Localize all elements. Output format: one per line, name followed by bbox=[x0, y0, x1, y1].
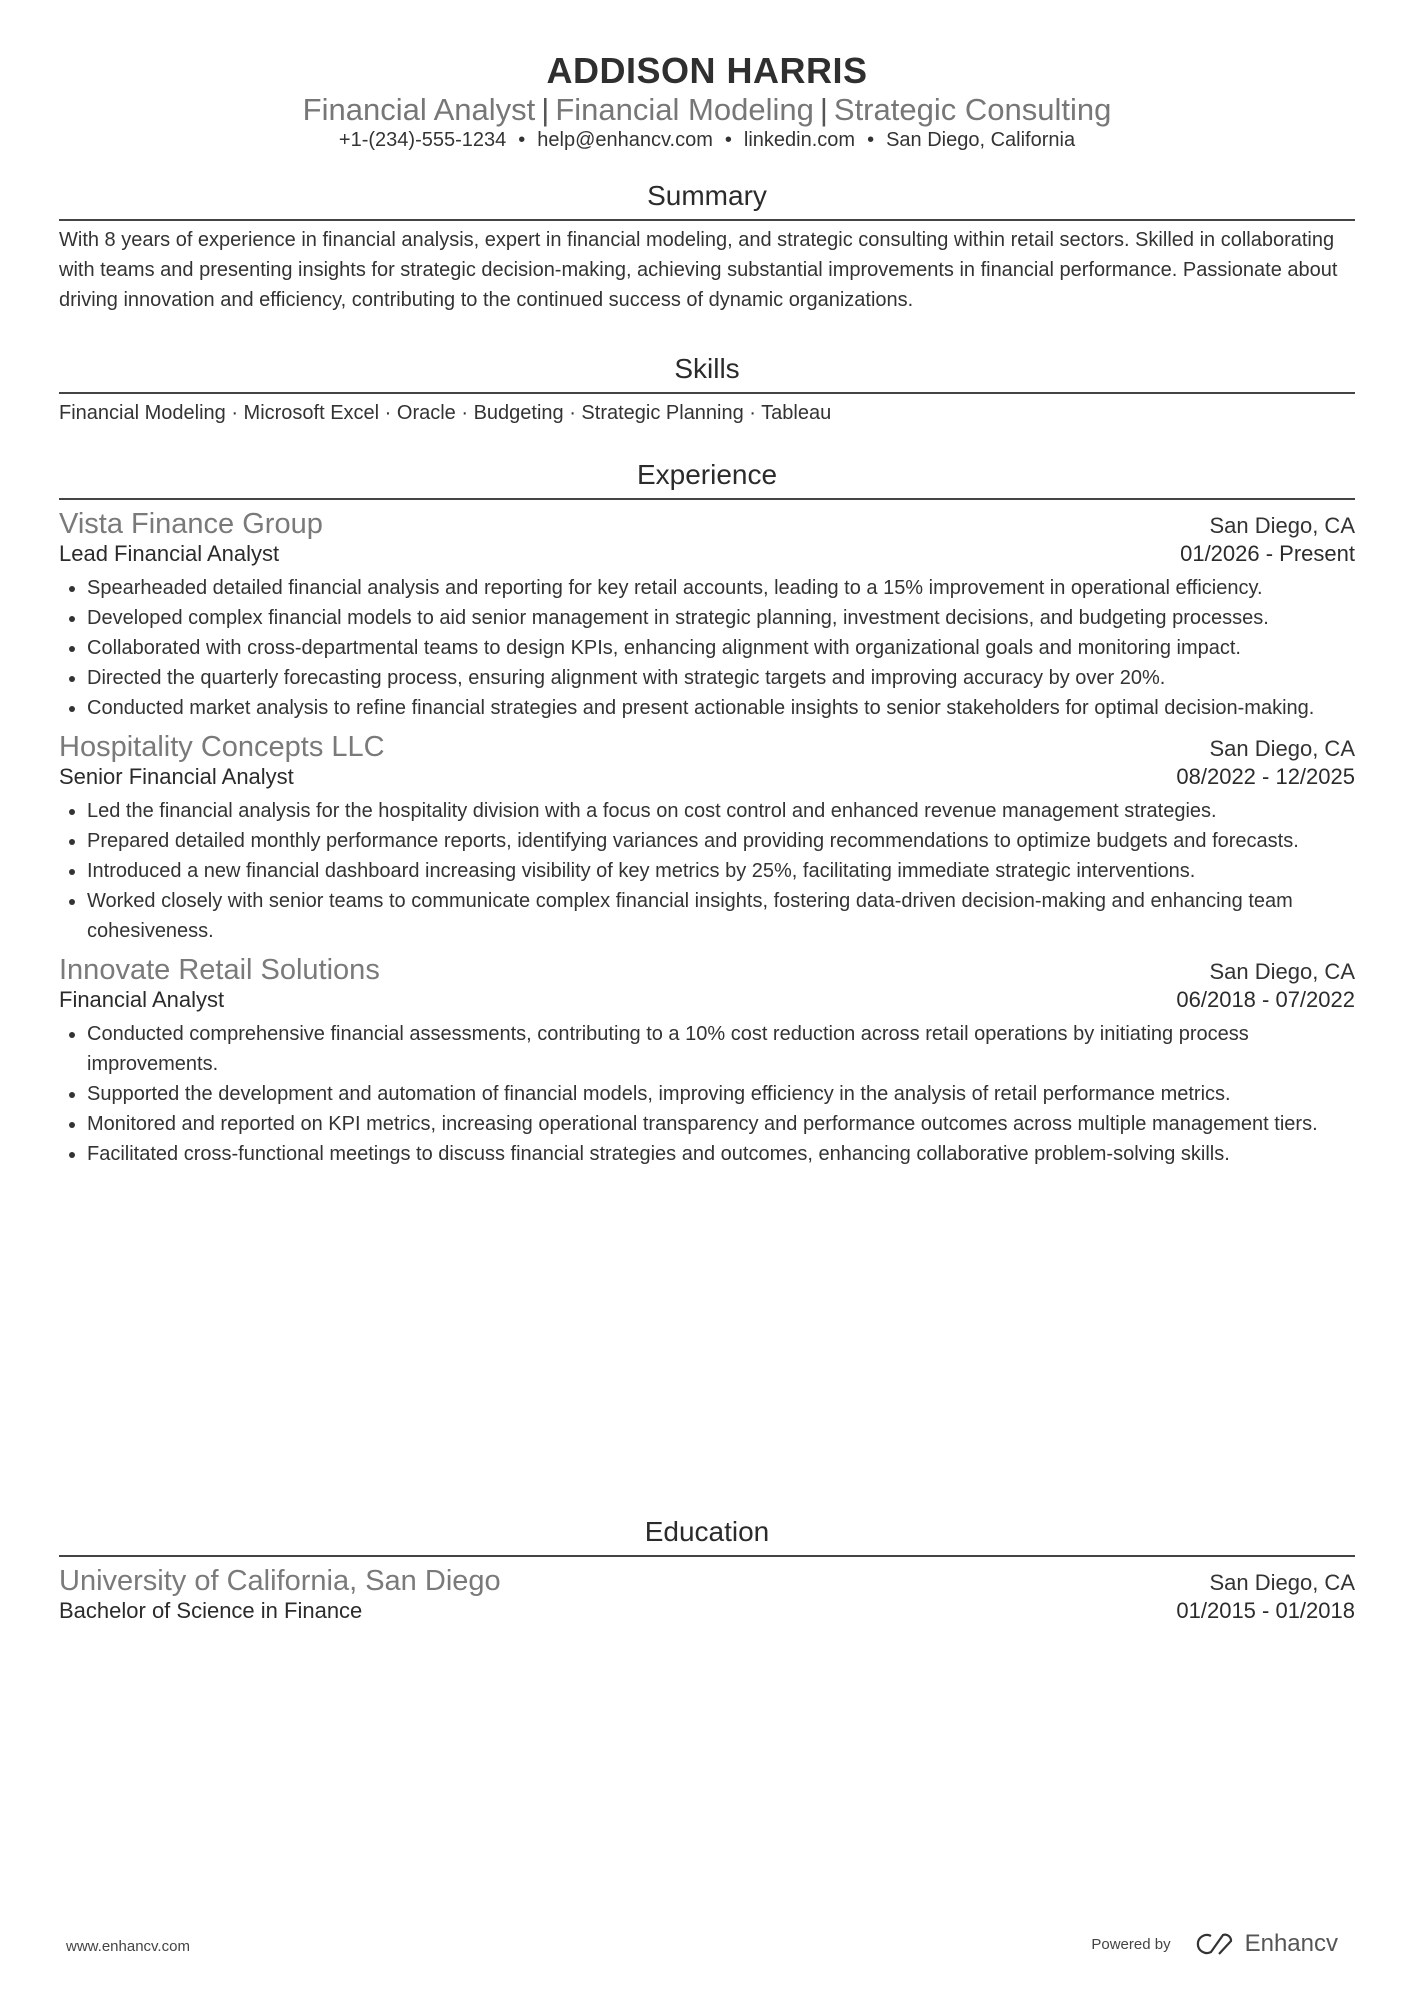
bullet: • Introduced a new financial dashboard increasing visibility of key metrics by 25%, facilitating immediate strategic interventions. bbox=[87, 856, 1355, 886]
headline-title: Financial Analyst bbox=[302, 92, 536, 127]
divider bbox=[59, 1555, 1355, 1557]
separator: | bbox=[819, 92, 828, 127]
powered-by bbox=[1091, 1930, 1338, 1958]
skills-list: Financial Modeling · Microsoft Excel · Oracle · Budgeting · Strategic Planning · Tableau bbox=[59, 402, 832, 424]
job-dates: 06/2018 - 07/2022 bbox=[1176, 987, 1355, 1012]
powered-by-label: Powered by bbox=[1091, 1935, 1171, 1953]
bullet: • Led the financial analysis for the hospitality division with a focus on cost control and enhanced revenue management strategies. bbox=[87, 796, 1355, 826]
bullet: • Supported the development and automation of financial models, improving efficiency in the analysis of retail performance metrics. bbox=[87, 1079, 1355, 1109]
section-title: Summary bbox=[647, 180, 767, 211]
job-bullets bbox=[59, 1019, 1355, 1169]
bullet: • Spearheaded detailed financial analysis and reporting for key retail accounts, leading to a 15% improvement in operational efficiency. bbox=[87, 573, 1355, 603]
summary-section bbox=[59, 177, 1355, 315]
headline-title: Strategic Consulting bbox=[833, 92, 1112, 127]
job-location: San Diego, CA bbox=[1209, 736, 1355, 761]
bullet: • Facilitated cross-functional meetings to discuss financial strategies and outcomes, enhancing collaborative problem-solving skills. bbox=[87, 1139, 1355, 1169]
job-bullets bbox=[59, 796, 1355, 946]
section-title: Skills bbox=[674, 353, 740, 384]
separator: | bbox=[541, 92, 550, 127]
section-title: Education bbox=[644, 1516, 770, 1547]
headline bbox=[59, 92, 1355, 128]
separator: • bbox=[518, 129, 526, 151]
bullet: • Developed complex financial models to aid senior management in strategic planning, investment decisions, and budgeting processes. bbox=[87, 603, 1355, 633]
bullet: • Worked closely with senior teams to communicate complex financial insights, fostering data-driven decision-making and enhancing team cohesiveness. bbox=[87, 886, 1355, 946]
education-section bbox=[59, 1513, 1355, 1624]
bullet: • Directed the quarterly forecasting process, ensuring alignment with strategic targets and improving accuracy by over 20%. bbox=[87, 663, 1355, 693]
job-title: Financial Analyst bbox=[59, 987, 225, 1012]
candidate-name: ADDISON HARRIS bbox=[546, 50, 868, 91]
section-title: Experience bbox=[636, 459, 778, 490]
job-entry bbox=[59, 508, 1355, 723]
degree: Bachelor of Science in Finance bbox=[59, 1598, 363, 1623]
school-location: San Diego, CA bbox=[1209, 1570, 1355, 1595]
education-entry bbox=[59, 1565, 1355, 1624]
divider bbox=[59, 219, 1355, 221]
linkedin-link[interactable]: linkedin.com bbox=[743, 129, 856, 151]
bullet: • Conducted market analysis to refine financial strategies and present actionable insights to senior stakeholders for optimal decision-making. bbox=[87, 693, 1355, 723]
summary-text: With 8 years of experience in financial analysis, expert in financial modeling, and strategic consulting within retail sectors. Skilled in collaborating with teams and presenting insights for strategic decision-making, achieving substantial improvements in financial performance. Passionate about driving innovation and efficiency, contributing to the continued success of dynamic organizations. bbox=[59, 229, 1338, 311]
email-link[interactable]: help@enhancv.com bbox=[537, 129, 713, 151]
separator: • bbox=[867, 129, 875, 151]
job-location: San Diego, CA bbox=[1209, 959, 1355, 984]
company-name: Vista Finance Group bbox=[59, 508, 323, 540]
job-bullets bbox=[59, 573, 1355, 723]
headline-title: Financial Modeling bbox=[555, 92, 814, 127]
separator: • bbox=[724, 129, 732, 151]
bullet: • Prepared detailed monthly performance reports, identifying variances and providing recommendations to optimize budgets and forecasts. bbox=[87, 826, 1355, 856]
website-link[interactable]: www.enhancv.com bbox=[66, 1938, 190, 1955]
experience-section bbox=[59, 456, 1355, 1169]
job-dates: 01/2026 - Present bbox=[1180, 541, 1355, 566]
divider bbox=[59, 392, 1355, 394]
location: San Diego, California bbox=[886, 129, 1076, 151]
job-dates: 08/2022 - 12/2025 bbox=[1176, 764, 1355, 789]
enhancv-logo-icon bbox=[1193, 1931, 1237, 1957]
skills-section bbox=[59, 350, 1355, 428]
school-name: University of California, San Diego bbox=[59, 1565, 501, 1597]
job-entry bbox=[59, 954, 1355, 1169]
company-name: Innovate Retail Solutions bbox=[59, 954, 380, 986]
education-dates: 01/2015 - 01/2018 bbox=[1176, 1598, 1355, 1623]
brand-name: Enhancv bbox=[1244, 1930, 1338, 1957]
bullet: • Collaborated with cross-departmental teams to design KPIs, enhancing alignment with organizational goals and monitoring impact. bbox=[87, 633, 1355, 663]
enhancv-logo[interactable] bbox=[1193, 1930, 1338, 1958]
job-entry bbox=[59, 731, 1355, 946]
divider bbox=[59, 498, 1355, 500]
phone: +1-(234)-555-1234 bbox=[338, 129, 507, 151]
bullet: • Conducted comprehensive financial assessments, contributing to a 10% cost reduction across retail operations by initiating process improvements. bbox=[87, 1019, 1355, 1079]
job-location: San Diego, CA bbox=[1209, 513, 1355, 538]
company-name: Hospitality Concepts LLC bbox=[59, 731, 385, 763]
bullet: • Monitored and reported on KPI metrics, increasing operational transparency and performance outcomes across multiple management tiers. bbox=[87, 1109, 1355, 1139]
job-title: Senior Financial Analyst bbox=[59, 764, 294, 789]
contact-line bbox=[59, 129, 1355, 152]
job-title: Lead Financial Analyst bbox=[59, 541, 280, 566]
